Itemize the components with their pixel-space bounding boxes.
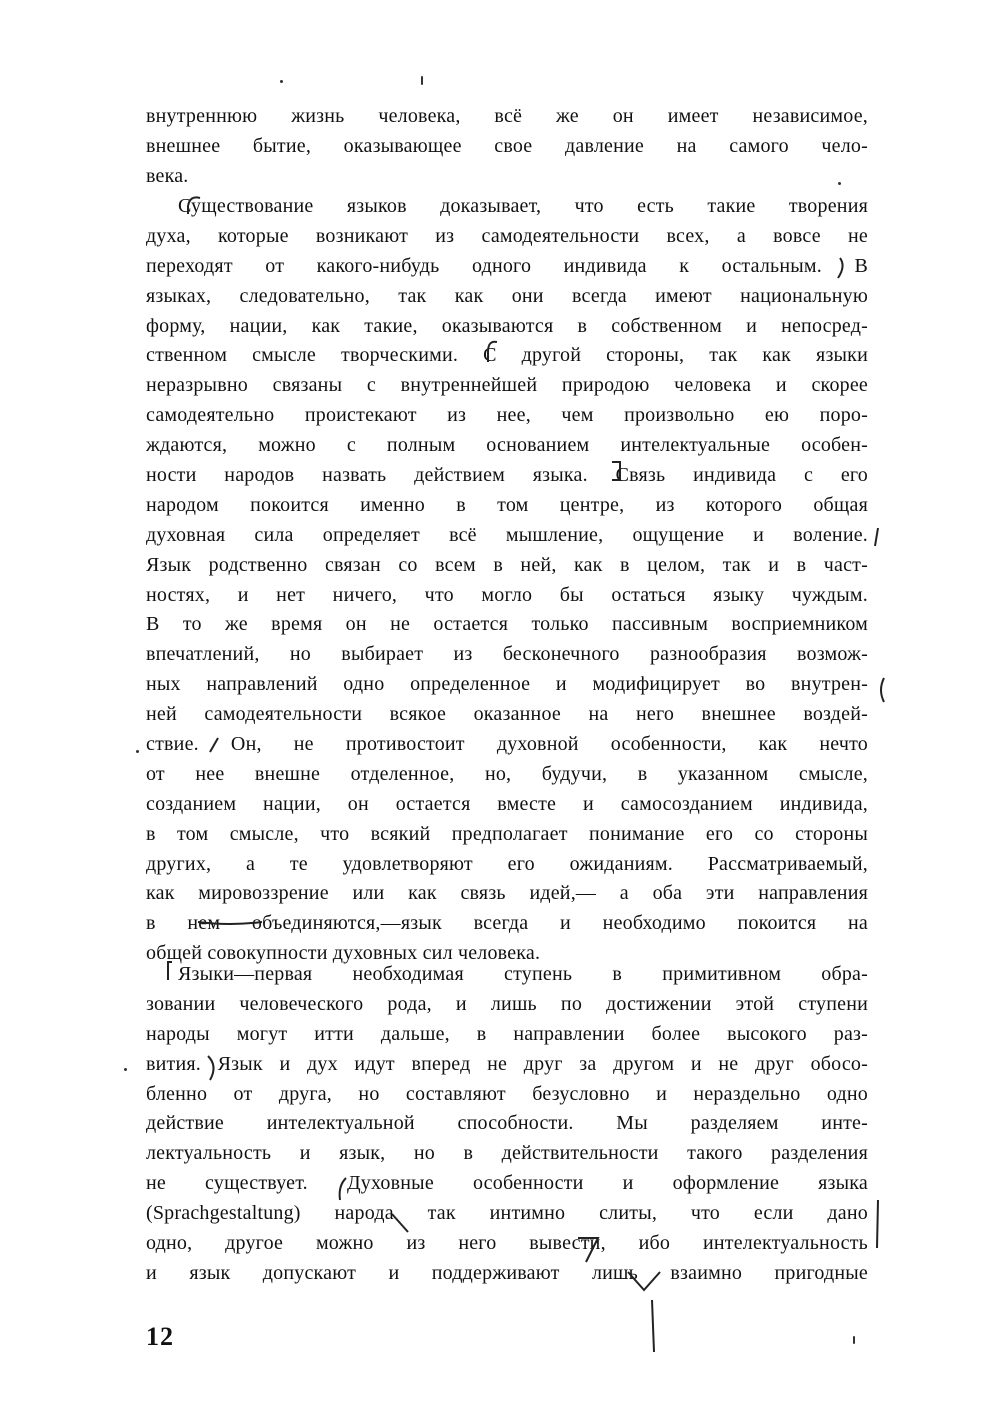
text-line: зовании человеческого рода, и лишь по достижении этой ступени [146, 992, 868, 1015]
ink-speck [280, 80, 283, 83]
text-line: форму, нации, как такие, оказываются в собственном и непосред- [146, 314, 868, 337]
ink-speck [853, 1336, 855, 1344]
text-line: самодеятельно проистекают из нее, чем произвольно ею порo- [146, 404, 868, 427]
text-line: Существование языков доказывает, что есть такие творения [178, 195, 868, 217]
ink-speck [124, 1068, 127, 1071]
text-line: (Sprachgestaltung) народа так интимно слиты, что если дано [146, 1202, 868, 1225]
text-line: не существует. Духовные особенности и оформление языка [146, 1172, 868, 1195]
text-line: языках, следовательно, так как они всегда имеют национальную [146, 284, 868, 307]
text-line: духа, которые возникают из самодеятельности всех, а вовсе не [146, 224, 868, 247]
page-number: 12 [146, 1322, 174, 1351]
text-line: и язык допускают и поддерживают лишь взаимно пригодные [146, 1261, 868, 1284]
text-line: как мировоззрение или как связь идей,— а оба эти направления [146, 882, 868, 905]
text-line: ней самодеятельности всякое оказанное на него внешнее воздей- [146, 703, 868, 726]
text-line: лектуальность и язык, но в действительности такого разделения [146, 1142, 868, 1165]
text-line: ных направлений одно определенное и модифицирует во внутрен- [146, 673, 868, 696]
bottom-line [652, 1300, 654, 1352]
margin-line-1 [875, 528, 878, 546]
text-line: народы могут итти дальше, в направлении более высокого раз- [146, 1022, 868, 1045]
paragraph-continuation [146, 102, 868, 192]
text-line: общей совокупности духовных сил человека. [146, 942, 541, 965]
text-line: внутреннюю жизнь человека, всё же он имеет независимое, [146, 105, 868, 127]
text-line: внешнее бытие, оказывающее свое давление на самого чело- [146, 134, 868, 157]
text-line: переходят от какого-нибудь одного индивида к остальным. В [146, 254, 868, 277]
ink-speck [838, 182, 841, 185]
paragraph-languages-existence [146, 192, 868, 969]
text-line: в том смысле, что всякий предполагает понимание его со стороны [146, 822, 868, 845]
paragraph-languages-first-stage [146, 960, 868, 1289]
text-line: созданием нации, он остается вместе и самосозданием индивида, [146, 792, 868, 815]
text-line: впечатлений, но выбирает из бесконечного разнообразия возмож- [146, 643, 868, 666]
text-line: века. [146, 164, 189, 187]
margin-line-2 [877, 1200, 878, 1248]
text-line: В то же время он не остается только пассивным восприемником [146, 613, 868, 636]
text-line: действие интелектуальной способности. Мы разделяем инте- [146, 1112, 868, 1135]
text-line: других, а те удовлетворяют его ожиданиям. Рассматриваемый, [146, 852, 868, 875]
text-line: неразрывно связаны с внутреннейшей природою человека и скорее [146, 374, 868, 397]
text-line: Языки—первая необходимая ступень в примитивном обра- [178, 963, 868, 985]
text-line: ности народов назвать действием языка. Связь индивида с его [146, 464, 868, 487]
ink-speck [421, 76, 423, 85]
margin-mark-2 [881, 678, 884, 702]
text-line: в нем объединяются,—язык всегда и необходимо покоится на [146, 912, 868, 935]
text-line: одно, другое можно из него вывести, ибо интелектуальность [146, 1232, 868, 1255]
ink-speck [136, 750, 139, 753]
text-line: ностях, и нет ничего, что могло бы остаться языку чуждым. [146, 583, 868, 606]
text-line: ждаются, можно с полным основанием интелектуальные особен- [146, 434, 868, 457]
text-line: бленно от друга, но составляют безусловно и нераздельно одно [146, 1082, 868, 1105]
text-line: ственном смысле творческими. С другой стороны, так как языки [146, 344, 868, 367]
text-line: ствие. Он, не противостоит духовной особенности, как нечто [146, 733, 868, 756]
text-line: духовная сила определяет всё мышление, ощущение и воление. [146, 523, 868, 546]
text-line: вития. Язык и дух идут вперед не друг за другом и не друг обосо- [146, 1052, 868, 1075]
text-line: Язык родственно связан со всем в ней, как в целом, так и в част- [146, 553, 868, 576]
text-line: народом покоится именно в том центре, из которого общая [146, 493, 868, 516]
text-line: от нее внешне отделенное, но, будучи, в указанном смысле, [146, 762, 868, 785]
